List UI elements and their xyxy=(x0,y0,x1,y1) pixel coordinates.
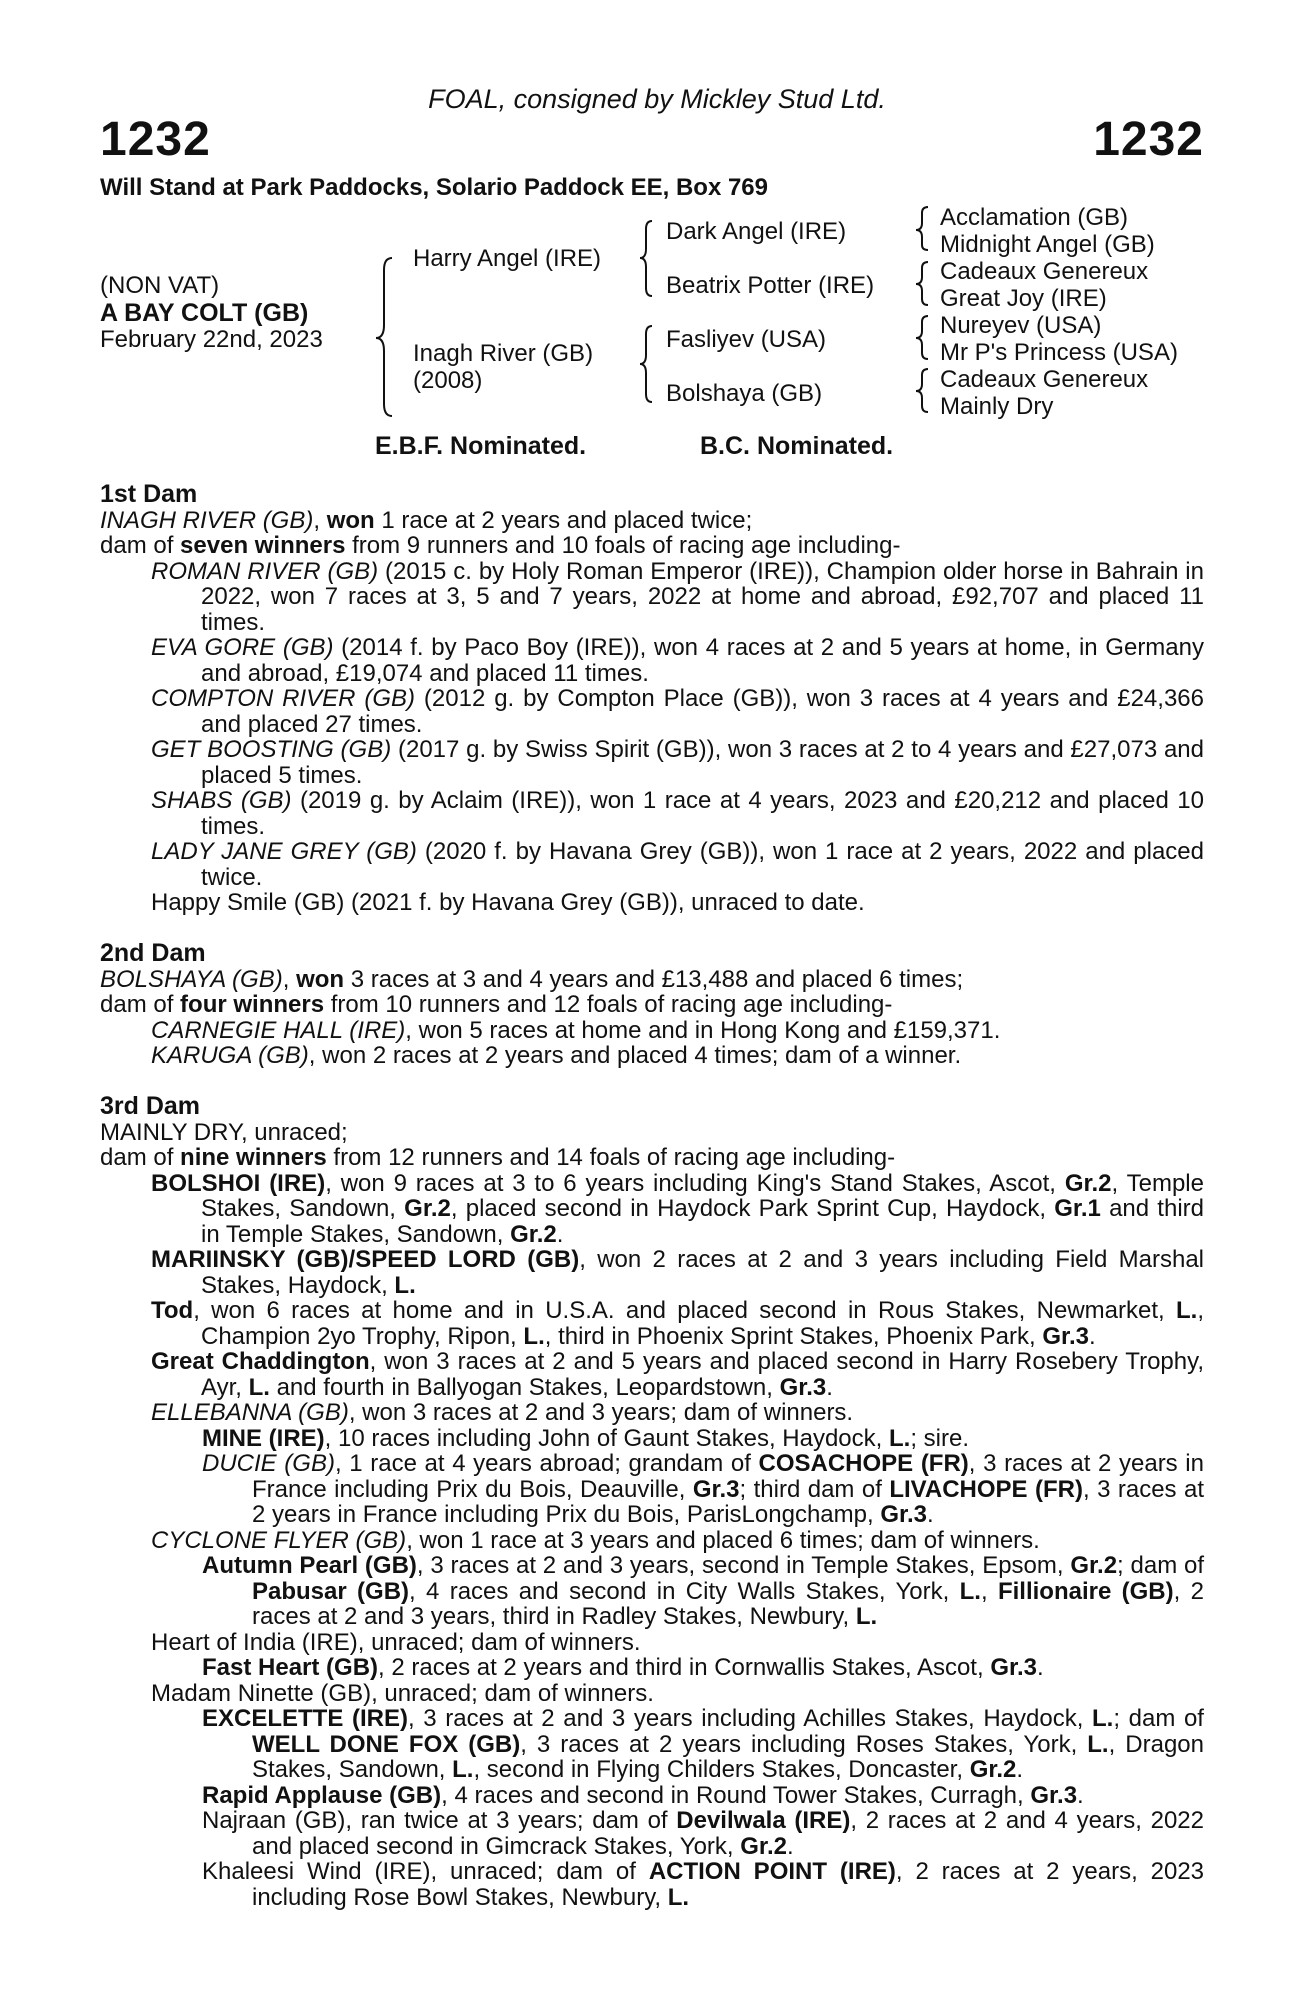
record-text: 1 race at 2 years and placed twice; xyxy=(374,506,753,534)
race-grade: L. xyxy=(1092,1705,1114,1732)
dam-year: (2008) xyxy=(413,367,483,394)
race-grade: L. xyxy=(452,1756,474,1783)
produce-text: (2020 f. by Havana Grey (GB)), won 1 race at 2 years, 2022 and placed twice. xyxy=(201,838,1205,891)
dam-name: BOLSHAYA (GB) xyxy=(100,965,283,993)
produce-name: Pabusar (GB) xyxy=(252,1577,410,1605)
sire: Harry Angel (IRE) xyxy=(413,245,602,272)
horse-name: A BAY COLT (GB) xyxy=(100,299,309,327)
produce-name: ACTION POINT (IRE) xyxy=(648,1858,896,1885)
produce-text: (2012 g. by Compton Place (GB)), won 3 races at 4 years and £24,366 and placed 27 times. xyxy=(201,685,1204,738)
produce-name: DUCIE (GB) xyxy=(202,1450,335,1477)
lot-number-right: 1232 xyxy=(1093,113,1204,166)
dam: Inagh River (GB) xyxy=(413,340,594,367)
produce-name: Autumn Pearl (GB) xyxy=(202,1552,417,1579)
grandproduce-entry: DUCIE (GB), 1 race at 4 years abroad; grandam of COSACHOPE (FR), 3 races at 2 years in France including Prix du Bois, Deauville, Gr.3; third dam of LIVACHOPE (FR), 3 races at 2 years in France including Prix du Bois, ParisLongchamp, Gr.3. xyxy=(202,1450,1204,1528)
produce-entry: Heart of India (IRE), unraced; dam of winners. xyxy=(151,1628,641,1656)
ggp-6: Mr P's Princess (USA) xyxy=(940,339,1178,366)
produce-name: Tod xyxy=(151,1297,194,1324)
grandproduce-entry: MINE (IRE), 10 races including John of Gaunt Stakes, Haydock, L.; sire. xyxy=(202,1424,970,1452)
consignor-line: FOAL, consigned by Mickley Stud Ltd. xyxy=(428,84,886,114)
produce-name: COMPTON RIVER (GB) xyxy=(151,685,416,712)
won-label: won xyxy=(326,506,375,534)
produce-name: MARIINSKY (GB)/SPEED LORD (GB) xyxy=(151,1246,580,1273)
grandproduce-entry: Khaleesi Wind (IRE), unraced; dam of ACTION POINT (IRE), 2 races at 2 years, 2023 including Rose Bowl Stakes, Newbury, L. xyxy=(202,1858,1205,1911)
dam-dam: Bolshaya (GB) xyxy=(666,380,823,407)
produce-name: CARNEGIE HALL (IRE) xyxy=(151,1016,406,1044)
second-dam-heading: 2nd Dam xyxy=(100,939,206,967)
produce-name: Fillionaire (GB) xyxy=(997,1577,1174,1605)
race-grade: L. xyxy=(394,1271,416,1299)
produce-text: (2019 g. by Aclaim (IRE)), won 1 race at 4 years, 2023 and £20,212 and placed 10 times. xyxy=(201,787,1204,840)
race-grade: L. xyxy=(889,1424,911,1452)
produce-text: (2015 c. by Holy Roman Emperor (IRE)), Champion older horse in Bahrain in 2022, won 7 races at 3, 5 and 7 years, 2022 at home and abroad, £92,707 and placed 11 times. xyxy=(201,557,1204,636)
race-grade: Gr.3 xyxy=(692,1475,740,1503)
produce-text: , won 5 races at home and in Hong Kong and £159,371. xyxy=(405,1016,1001,1044)
race-grade: L. xyxy=(855,1603,878,1630)
dam-of-label: dam of xyxy=(100,532,181,559)
sire-dam: Beatrix Potter (IRE) xyxy=(666,272,875,299)
vat-status: (NON VAT) xyxy=(100,272,220,299)
race-grade: L. xyxy=(248,1373,270,1401)
produce-entry xyxy=(100,559,1204,636)
runners-text: from 10 runners and 12 foals of racing age including- xyxy=(324,991,893,1018)
produce-name: Fast Heart (GB) xyxy=(202,1654,379,1681)
produce-name: LIVACHOPE (FR) xyxy=(889,1475,1083,1503)
produce-entry xyxy=(100,788,1204,839)
produce-entry xyxy=(100,635,1204,686)
runners-text: from 9 runners and 10 foals of racing age including- xyxy=(345,532,901,559)
first-dam-record: INAGH RIVER (GB), won 1 race at 2 years and placed twice; xyxy=(100,506,753,534)
winners-count: nine winners xyxy=(180,1144,327,1171)
ggp-5: Nureyev (USA) xyxy=(940,312,1102,339)
third-dam-heading: 3rd Dam xyxy=(100,1092,201,1120)
produce-entry: Great Chaddington, won 3 races at 2 and 5 years and placed second in Harry Rosebery Trophy, Ayr, L. and fourth in Ballyogan Stakes, Leopardstown, Gr.3. xyxy=(151,1348,1204,1401)
race-grade: L. xyxy=(1176,1297,1198,1324)
produce-entry xyxy=(100,839,1204,890)
dam-name: INAGH RIVER (GB) xyxy=(100,506,314,534)
produce-name: CYCLONE FLYER (GB) xyxy=(151,1526,407,1554)
produce-name: Great Chaddington xyxy=(151,1348,370,1375)
ggp-4: Great Joy (IRE) xyxy=(940,285,1107,312)
produce-entry: Madam Ninette (GB), unraced; dam of winners. xyxy=(151,1679,654,1707)
grandproduce-entry: EXCELETTE (IRE), 3 races at 2 and 3 years including Achilles Stakes, Haydock, L.; dam of WELL DONE FOX (GB), 3 races at 2 years including Roses Stakes, York, L., Dragon Stakes, Sandown, L., second in Flying Childers Stakes, Doncaster, Gr.2. xyxy=(202,1705,1204,1783)
grandproduce-entry: Najraan (GB), ran twice at 3 years; dam of Devilwala (IRE), 2 races at 2 and 4 years, 2022 and placed second in Gimcrack Stakes, York, Gr.2. xyxy=(202,1807,1204,1860)
winners-count: seven winners xyxy=(180,532,346,559)
race-grade: L. xyxy=(1087,1730,1109,1758)
produce-entry xyxy=(100,686,1204,737)
race-grade: Gr.2 xyxy=(404,1195,451,1222)
race-grade: L. xyxy=(667,1883,690,1911)
produce-name: GET BOOSTING (GB) xyxy=(151,736,392,763)
produce-name: COSACHOPE (FR) xyxy=(758,1450,969,1477)
produce-entry: Tod, won 6 races at home and in U.S.A. and placed second in Rous Stakes, Newmarket, L., Champion 2yo Trophy, Ripon, L., third in Phoenix Sprint Stakes, Phoenix Park, Gr.3. xyxy=(151,1297,1204,1350)
foaling-date: February 22nd, 2023 xyxy=(100,326,323,353)
dam-of-label: dam of xyxy=(100,1144,181,1171)
produce-entry: ELLEBANNA (GB), won 3 races at 2 and 3 years; dam of winners. xyxy=(151,1399,854,1426)
grandproduce-entry: Fast Heart (GB), 2 races at 2 years and third in Cornwallis Stakes, Ascot, Gr.3. xyxy=(202,1654,1044,1681)
produce-entry xyxy=(100,1018,1204,1044)
produce-name: ELLEBANNA (GB) xyxy=(151,1399,349,1426)
grandproduce-entry: Rapid Applause (GB), 4 races and second in Round Tower Stakes, Curragh, Gr.3. xyxy=(202,1781,1084,1809)
produce-name: Rapid Applause (GB) xyxy=(202,1781,442,1809)
race-grade: L. xyxy=(959,1577,981,1605)
race-grade: Gr.3 xyxy=(1042,1322,1090,1350)
race-grade: L. xyxy=(523,1322,545,1350)
produce-name: EXCELETTE (IRE) xyxy=(202,1705,408,1732)
ggp-1: Acclamation (GB) xyxy=(940,204,1129,231)
produce-entry xyxy=(100,1043,1204,1069)
lot-number-left: 1232 xyxy=(100,113,211,166)
winners-count: four winners xyxy=(180,991,325,1018)
produce-entry: MARIINSKY (GB)/SPEED LORD (GB), won 2 races at 2 and 3 years including Field Marshal Stakes, Haydock, L. xyxy=(151,1246,1205,1299)
produce-name: WELL DONE FOX (GB) xyxy=(252,1730,521,1758)
race-grade: Gr.3 xyxy=(880,1501,928,1528)
produce-name: SHABS (GB) xyxy=(151,787,292,814)
produce-entry xyxy=(100,737,1204,788)
produce-entry: BOLSHOI (IRE), won 9 races at 3 to 6 years including King's Stand Stakes, Ascot, Gr.2, Temple Stakes, Sandown, Gr.2, placed second in Haydock Park Sprint Cup, Haydock, Gr.1 and third in Temple Stakes, Sandown, Gr.2. xyxy=(151,1169,1204,1248)
first-dam-produce-summary xyxy=(100,533,1204,559)
ggp-3: Cadeaux Genereux xyxy=(940,258,1149,285)
produce-text: , won 2 races at 2 years and placed 4 times; dam of a winner. xyxy=(308,1042,962,1069)
ggp-2: Midnight Angel (GB) xyxy=(940,231,1155,258)
produce-name: ROMAN RIVER (GB) xyxy=(151,557,379,585)
first-dam-heading: 1st Dam xyxy=(100,480,198,508)
second-dam-produce-summary xyxy=(100,992,1204,1018)
ggp-8: Mainly Dry xyxy=(940,393,1054,420)
produce-name: BOLSHOI (IRE) xyxy=(151,1169,326,1197)
race-grade: Gr.3 xyxy=(990,1654,1038,1681)
race-grade: Gr.2 xyxy=(510,1220,557,1248)
ggp-7: Cadeaux Genereux xyxy=(940,366,1149,393)
second-dam-record: BOLSHAYA (GB), won 3 races at 3 and 4 years and £13,488 and placed 6 times; xyxy=(100,965,964,993)
produce-entry: CYCLONE FLYER (GB), won 1 race at 3 years and placed 6 times; dam of winners. xyxy=(151,1526,1040,1554)
produce-name: MINE (IRE) xyxy=(202,1424,325,1452)
produce-name: EVA GORE (GB) xyxy=(151,634,334,661)
race-grade: Gr.2 xyxy=(1070,1552,1118,1579)
race-grade: Gr.1 xyxy=(1054,1195,1101,1222)
produce-text: (2017 g. by Swiss Spirit (GB)), won 3 races at 2 to 4 years and £27,073 and placed 5 times. xyxy=(201,736,1205,789)
third-dam-produce-summary xyxy=(100,1145,1204,1171)
ebf-nomination: E.B.F. Nominated. xyxy=(375,432,587,460)
bc-nomination: B.C. Nominated. xyxy=(700,432,894,460)
produce-name: LADY JANE GREY (GB) xyxy=(151,838,417,865)
dam-of-label: dam of xyxy=(100,991,181,1018)
catalogue-body xyxy=(100,482,1204,1910)
dam-sire: Fasliyev (USA) xyxy=(666,326,827,353)
race-grade: Gr.2 xyxy=(1064,1169,1112,1197)
produce-text: (2014 f. by Paco Boy (IRE)), won 4 races at 2 and 5 years at home, in Germany and abroad, £19,074 and placed 11 times. xyxy=(201,634,1204,687)
race-grade: Gr.2 xyxy=(969,1756,1017,1783)
race-grade: Gr.3 xyxy=(779,1373,827,1401)
sire-sire: Dark Angel (IRE) xyxy=(666,218,847,245)
race-grade: Gr.2 xyxy=(740,1832,787,1860)
stand-location: Will Stand at Park Paddocks, Solario Paddock EE, Box 769 xyxy=(100,174,769,201)
produce-entry: Happy Smile (GB) (2021 f. by Havana Grey (GB)), unraced to date. xyxy=(151,889,865,916)
produce-name: Devilwala (IRE) xyxy=(676,1807,851,1834)
grandproduce-entry: Autumn Pearl (GB), 3 races at 2 and 3 years, second in Temple Stakes, Epsom, Gr.2; dam of Pabusar (GB), 4 races and second in City Walls Stakes, York, L., Fillionaire (GB), 2 races at 2 and 3 years, third in Radley Stakes, Newbury, L. xyxy=(202,1552,1204,1630)
third-dam-record: MAINLY DRY, unraced; xyxy=(100,1118,348,1146)
won-label: won xyxy=(296,965,345,993)
record-text: 3 races at 3 and 4 years and £13,488 and placed 6 times; xyxy=(344,965,964,993)
runners-text: from 12 runners and 14 foals of racing age including- xyxy=(326,1144,896,1171)
race-grade: Gr.3 xyxy=(1030,1781,1078,1809)
produce-name: KARUGA (GB) xyxy=(151,1042,309,1069)
